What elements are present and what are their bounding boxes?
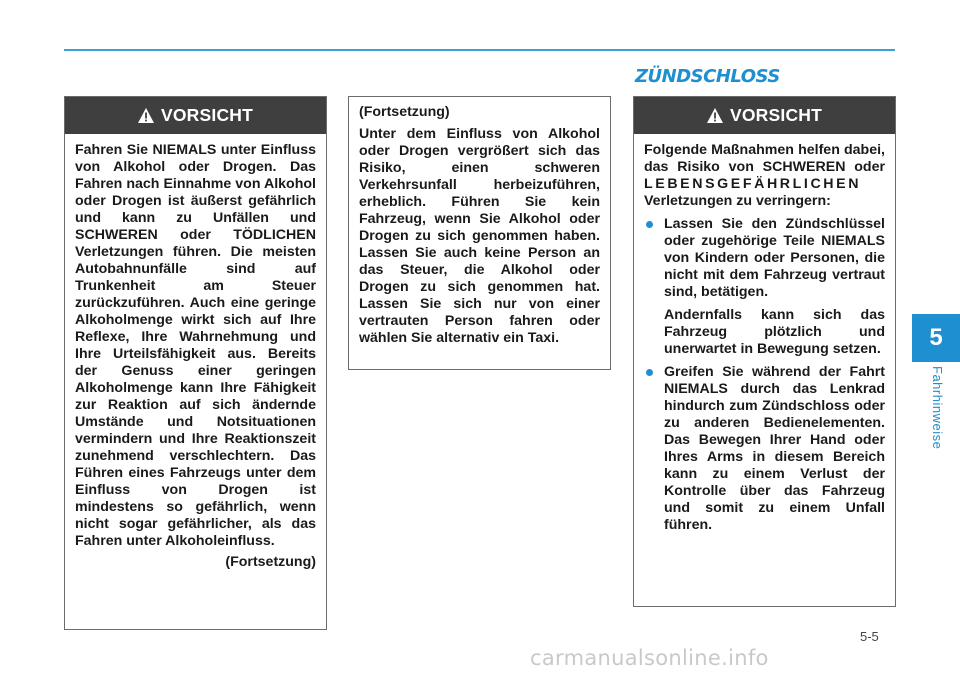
caution-body-middle bbox=[349, 97, 610, 355]
watermark: carmanualsonline.info bbox=[530, 646, 769, 670]
list-item bbox=[644, 216, 885, 301]
caution-title-left: VORSICHT bbox=[160, 105, 254, 125]
continued-label-middle: (Fortsetzung) bbox=[359, 104, 450, 120]
warning-triangle-icon bbox=[138, 108, 154, 123]
section-title: ZÜNDSCHLOSS bbox=[635, 66, 780, 87]
caution-header-left bbox=[65, 97, 326, 134]
caution-body-right bbox=[634, 134, 895, 542]
top-rule bbox=[64, 49, 895, 51]
caution-box-right bbox=[633, 96, 896, 607]
list-item bbox=[644, 364, 885, 534]
caution-intro-part1: Folgende Maßnahmen helfen dabei, das Risiko von SCHWEREN oder bbox=[644, 142, 885, 175]
continued-label-left: (Fortsetzung) bbox=[225, 554, 316, 570]
caution-bullet-list-2 bbox=[644, 364, 885, 534]
caution-box-left bbox=[64, 96, 327, 630]
caution-bullet-list bbox=[644, 216, 885, 301]
bullet-text: Lassen Sie den Zündschlüssel oder zugehörige Teile NIEMALS von Kindern oder Personen, die nicht mit dem Fahrzeug vertraut sind, betätigen. bbox=[664, 216, 885, 300]
caution-title-right: VORSICHT bbox=[729, 105, 823, 125]
warning-triangle-icon bbox=[707, 108, 723, 123]
caution-extra-paragraph: Andernfalls kann sich das Fahrzeug plötzlich und unerwartet in Bewegung setzen. bbox=[664, 307, 885, 357]
caution-body-left bbox=[65, 134, 326, 579]
chapter-name: Fahrhinweise bbox=[930, 366, 945, 450]
bullet-dot-icon bbox=[646, 221, 653, 228]
caution-intro-part2: Verletzungen zu verringern: bbox=[644, 193, 831, 209]
caution-box-middle bbox=[348, 96, 611, 370]
bullet-text: Greifen Sie während der Fahrt NIEMALS durch das Lenkrad hindurch zum Zündschloss oder zu anderen Bedienelementen. Das Bewegen Ihrer Hand oder Ihres Arms in diesem Bereich kann zu einem Verlust der Kontrolle über das Fahrzeug und somit zu einem Unfall führen. bbox=[664, 364, 885, 533]
caution-text-left: Fahren Sie NIEMALS unter Einfluss von Alkohol oder Drogen. Das Fahren nach Einnahme von Alkohol oder Drogen ist äußerst gefährlich und kann zu Unfällen und SCHWEREN oder TÖDLICHEN Verletzungen führen. Die meisten Autobahnunfälle sind auf Trunkenheit am Steuer zurückzuführen. Auch eine geringe Alkoholmenge wirkt sich auf Ihre Reflexe, Ihre Wahrnehmung und Ihre Urteilsfähigkeit aus. Bereits der Genuss einer geringen Alkoholmenge kann Ihre Fähigkeit zur Reaktion auf sich ändernde Umstände und Notsituationen vermindern und Ihre Reaktionszeit zunehmend verschlechtern. Das Führen eines Fahrzeugs unter dem Einfluss von Drogen ist mindestens so gefährlich, wenn nicht sogar gefährlicher, als das Fahren unter Alkoholeinfluss. bbox=[75, 142, 316, 549]
caution-intro-right bbox=[644, 142, 885, 210]
page-number: 5-5 bbox=[860, 629, 879, 644]
chapter-number-tab: 5 bbox=[912, 314, 960, 362]
caution-header-right bbox=[634, 97, 895, 134]
caution-intro-spaced: LEBENSGEFÄHRLICHEN bbox=[644, 176, 862, 192]
bullet-dot-icon bbox=[646, 369, 653, 376]
caution-text-middle: Unter dem Einfluss von Alkohol oder Drogen vergrößert sich das Risiko, einen schweren Verkehrsunfall herbeizuführen, erheblich. Führen Sie kein Fahrzeug, wenn Sie Alkohol oder Drogen zu sich genommen haben. Lassen Sie auch keine Person an das Steuer, die Alkohol oder Drogen zu sich genommen hat. Lassen Sie sich nur von einer vertrauten Person fahren oder wählen Sie alternativ ein Taxi. bbox=[359, 126, 600, 346]
